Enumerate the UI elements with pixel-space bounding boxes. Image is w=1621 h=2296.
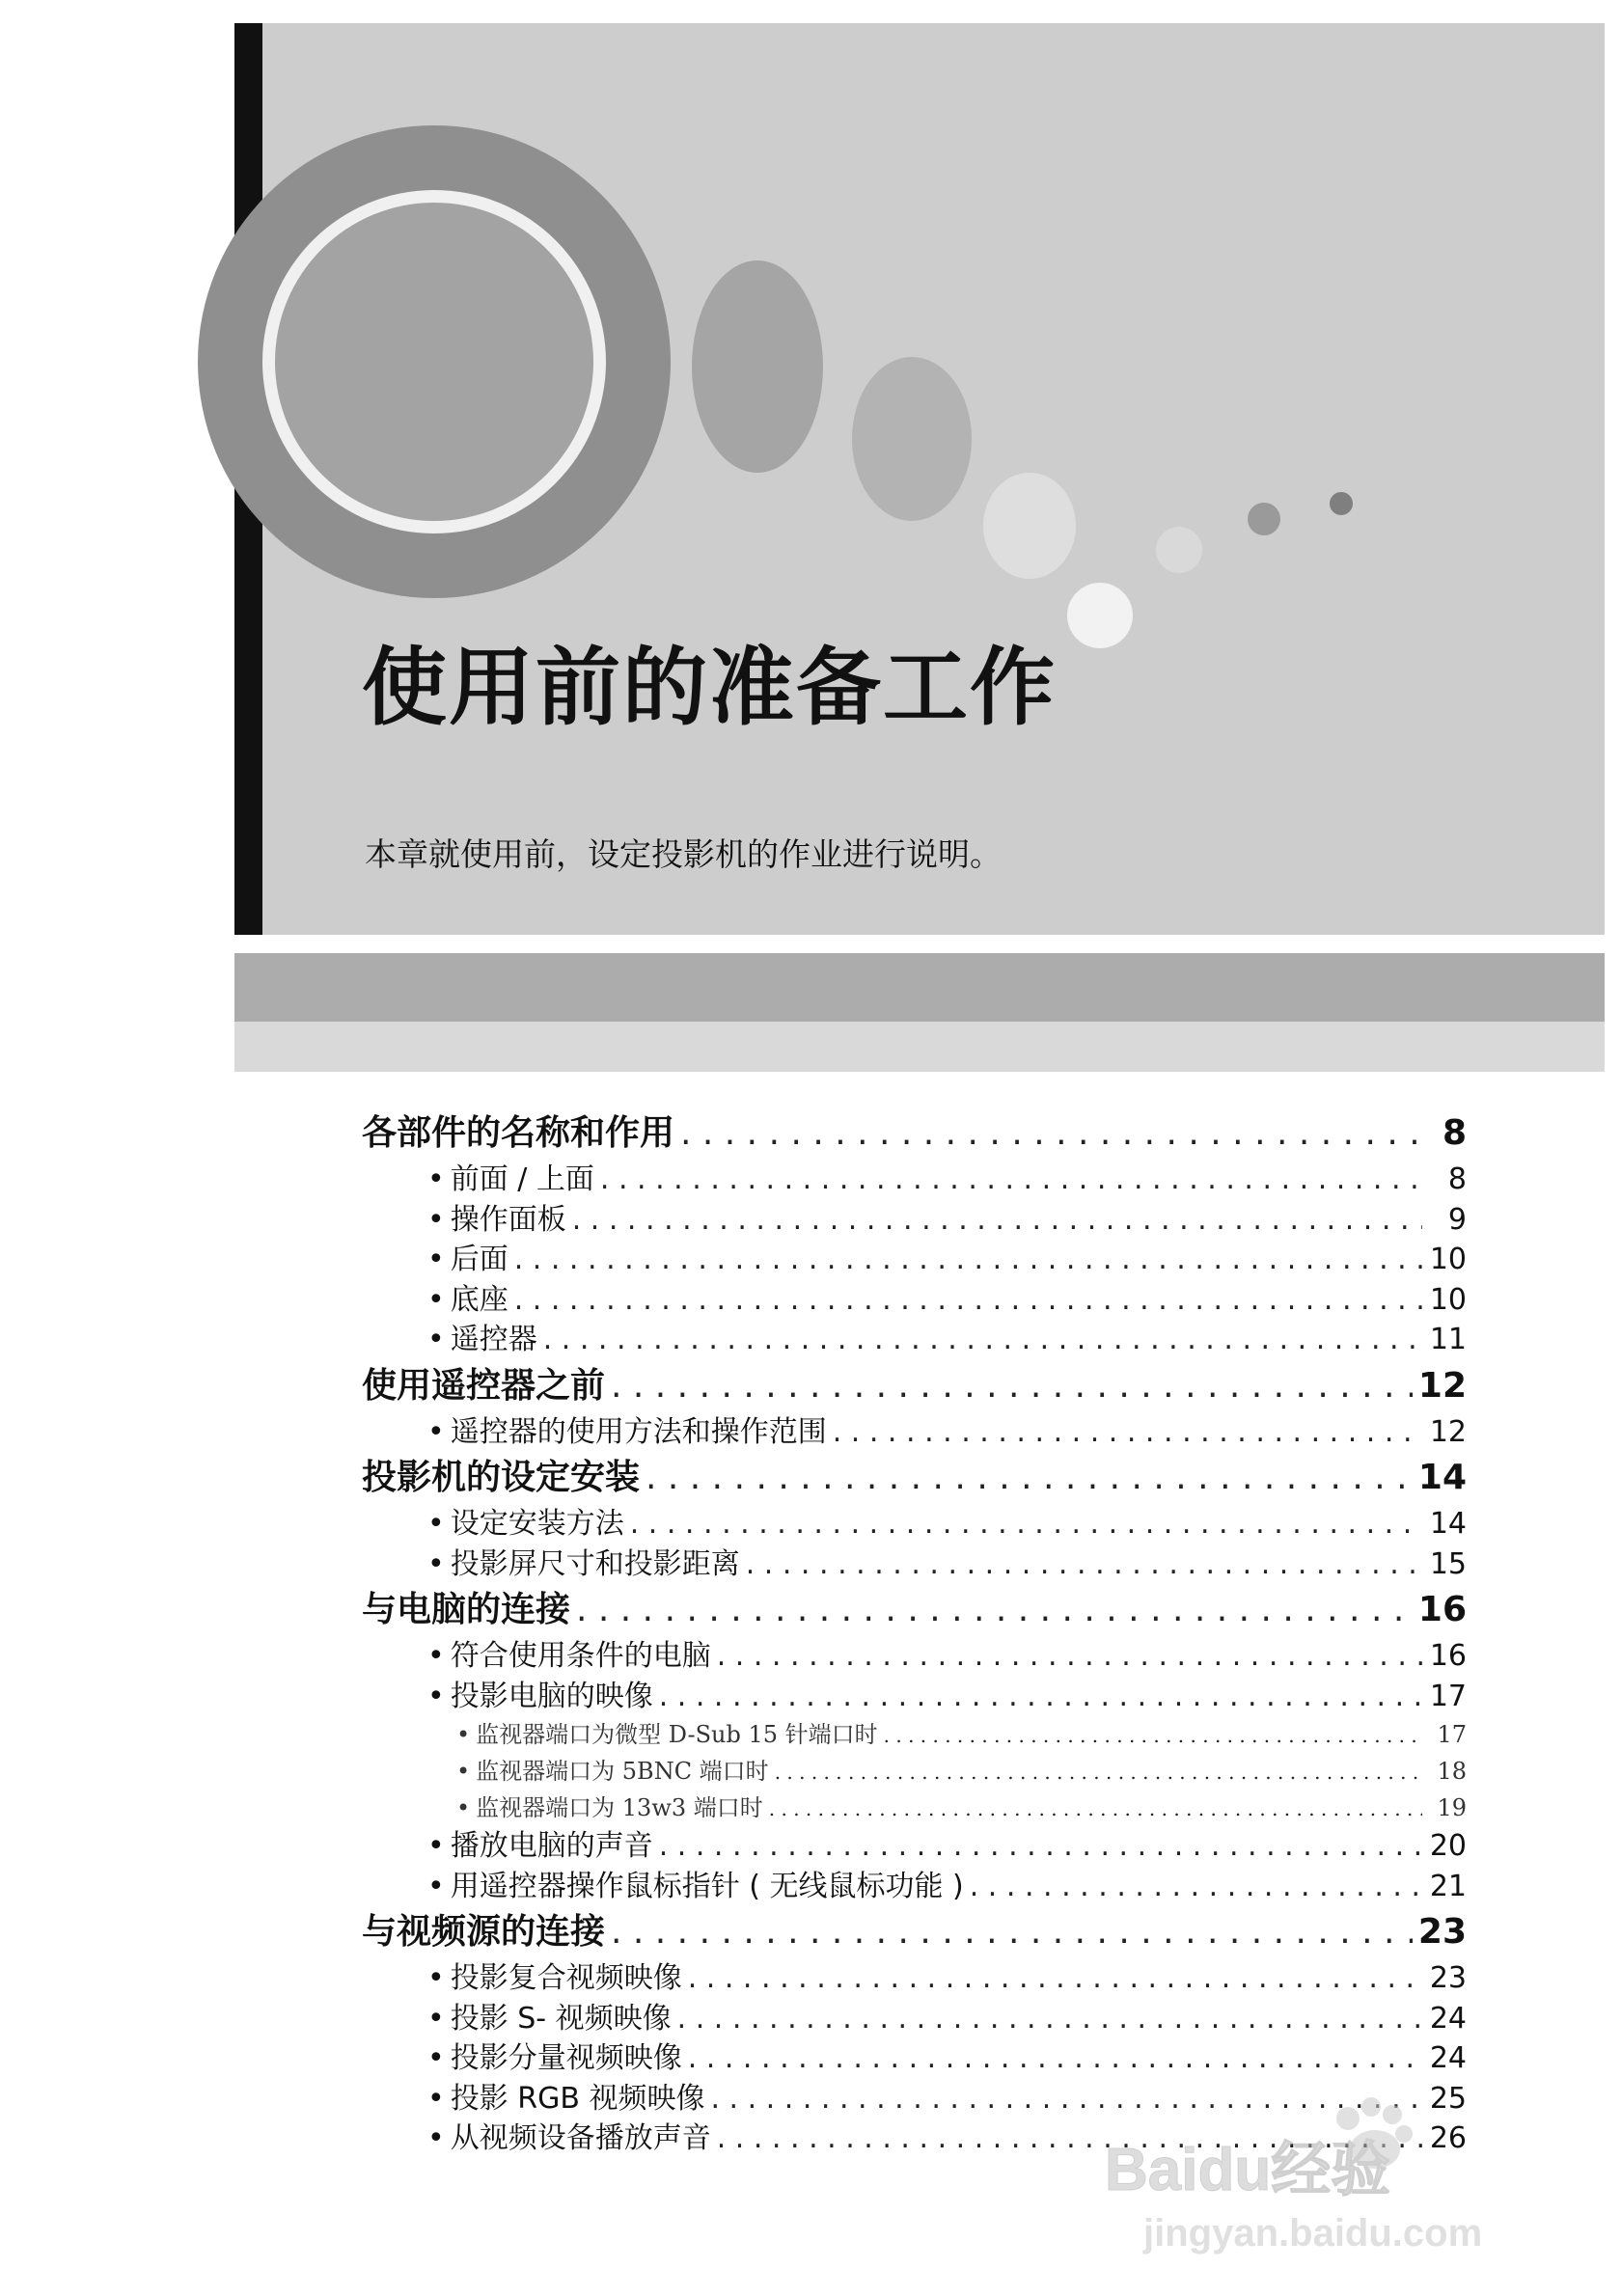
bullet-marker: •: [427, 1243, 445, 1276]
dot-leader: [775, 1754, 1422, 1790]
toc-entry[interactable]: [362, 1412, 1467, 1453]
toc-entry-label: 使用遥控器之前: [362, 1365, 606, 1406]
dot-leader: [514, 1280, 1422, 1321]
bubble-5: [1156, 527, 1202, 573]
toc-page-number: 10: [1429, 1282, 1467, 1317]
toc-page-number: 12: [1417, 1365, 1467, 1406]
dot-leader: [611, 1360, 1413, 1412]
bullet-marker: •: [427, 1162, 445, 1196]
dot-leader: [659, 1826, 1422, 1867]
inner-disc-circle: [275, 203, 593, 521]
toc-entry-label: 投影 RGB 视频映像: [450, 2081, 705, 2116]
toc-entry[interactable]: [362, 1636, 1467, 1677]
toc-page-number: 12: [1429, 1414, 1467, 1449]
bullet-marker: •: [456, 1794, 471, 1821]
toc-entry-label: 前面 / 上面: [450, 1162, 594, 1196]
dot-leader: [970, 1867, 1422, 1907]
toc-entry-label: 从视频设备播放声音: [450, 2121, 711, 2155]
toc-page-number: 23: [1417, 1912, 1467, 1952]
toc-page-number: 9: [1447, 1202, 1467, 1237]
chapter-subtitle: 本章就使用前，设定投影机的作业进行说明。: [365, 835, 1002, 873]
bullet-marker: •: [427, 2001, 445, 2036]
dot-leader: [677, 1999, 1422, 2039]
toc-entry-label: 与电脑的连接: [362, 1590, 571, 1629]
dot-leader: [543, 1320, 1422, 1360]
dot-leader: [600, 1160, 1422, 1200]
toc-page-number: 11: [1429, 1323, 1467, 1356]
dot-leader: [680, 1107, 1422, 1160]
section-banner-light: [234, 1022, 1605, 1072]
section-banner-dark: [234, 953, 1605, 1022]
toc-page-number: 21: [1429, 1869, 1467, 1903]
bullet-marker: •: [427, 1414, 445, 1449]
toc-entry[interactable]: [362, 2038, 1467, 2079]
toc-section-heading[interactable]: [362, 1360, 1467, 1412]
toc-entry[interactable]: [362, 1160, 1467, 1200]
bullet-marker: •: [427, 1679, 445, 1713]
toc-page-number: 8: [1442, 1113, 1467, 1153]
toc-entry[interactable]: [362, 1826, 1467, 1867]
toc-entry-label: 监视器端口为 5BNC 端口时: [476, 1758, 769, 1785]
toc-page-number: 17: [1437, 1721, 1467, 1748]
bullet-marker: •: [427, 1639, 445, 1673]
watermark-brand-text: Baidu经验: [1105, 2137, 1391, 2203]
bullet-marker: •: [427, 1202, 445, 1237]
toc-entry[interactable]: [362, 1240, 1467, 1280]
watermark-url-text: jingyan.baidu.com: [1143, 2212, 1483, 2255]
toc-entry-label: 投影电脑的映像: [450, 1679, 653, 1713]
toc-entry-label: 监视器端口为微型 D-Sub 15 针端口时: [476, 1721, 878, 1748]
toc-page-number: 19: [1437, 1794, 1467, 1821]
toc-page-number: 26: [1429, 2121, 1467, 2155]
toc-entry[interactable]: [362, 1999, 1467, 2039]
bullet-marker: •: [427, 1507, 445, 1541]
bullet-marker: •: [427, 1961, 445, 1995]
bullet-marker: •: [427, 1546, 445, 1581]
dot-leader: [833, 1412, 1422, 1453]
bullet-marker: •: [427, 1869, 445, 1903]
toc-entry-label: 遥控器: [450, 1323, 537, 1356]
toc-page-number: 24: [1429, 2001, 1467, 2036]
toc-entry[interactable]: [362, 1280, 1467, 1321]
toc-entry-label: 用遥控器操作鼠标指针 ( 无线鼠标功能 ): [450, 1869, 964, 1903]
dot-leader: [717, 1636, 1422, 1677]
bubble-7: [1330, 492, 1353, 515]
dot-leader: [576, 1584, 1413, 1636]
dot-leader: [646, 1452, 1413, 1504]
toc-entry-label: 监视器端口为 13w3 端口时: [476, 1794, 763, 1821]
toc-entry[interactable]: [362, 1867, 1467, 1907]
toc-section-heading[interactable]: [362, 1452, 1467, 1504]
table-of-contents: [362, 1107, 1467, 2159]
bullet-marker: •: [427, 1323, 445, 1356]
toc-entry[interactable]: [362, 1504, 1467, 1544]
toc-entry-label: 投影 S- 视频映像: [450, 2001, 672, 2036]
toc-entry-label: 投影屏尺寸和投影距离: [450, 1546, 740, 1581]
toc-entry-label: 播放电脑的声音: [450, 1829, 653, 1863]
toc-entry-label: 与视频源的连接: [362, 1912, 606, 1952]
baidu-jingyan-watermark: [1085, 2093, 1510, 2257]
toc-entry-label: 操作面板: [450, 1202, 566, 1237]
toc-entry-label: 设定安装方法: [450, 1507, 624, 1541]
toc-subentry[interactable]: [362, 1790, 1467, 1826]
dot-leader: [630, 1504, 1422, 1544]
dot-leader: [688, 1958, 1422, 1999]
toc-page-number: 20: [1429, 1829, 1467, 1863]
toc-section-heading[interactable]: [362, 1107, 1467, 1160]
bullet-marker: •: [427, 1829, 445, 1863]
toc-entry[interactable]: [362, 1958, 1467, 1999]
bullet-marker: •: [456, 1758, 471, 1785]
dot-leader: [514, 1240, 1422, 1280]
dot-leader: [769, 1790, 1422, 1827]
dot-leader: [746, 1544, 1422, 1585]
toc-entry-label: 底座: [450, 1282, 508, 1317]
toc-page-number: 25: [1429, 2081, 1467, 2116]
toc-section-heading[interactable]: [362, 1906, 1467, 1958]
decorative-circles-graphic: [0, 0, 1621, 965]
toc-page-number: 16: [1417, 1590, 1467, 1629]
toc-page-number: 14: [1417, 1458, 1467, 1497]
toc-entry[interactable]: [362, 1320, 1467, 1360]
toc-entry[interactable]: [362, 1544, 1467, 1585]
toc-page-number: 8: [1447, 1162, 1467, 1196]
bubble-1: [692, 260, 823, 473]
toc-page-number: 15: [1429, 1546, 1467, 1581]
toc-section-heading[interactable]: [362, 1584, 1467, 1636]
chapter-title: 使用前的准备工作: [362, 638, 1058, 737]
toc-entry-label: 符合使用条件的电脑: [450, 1639, 711, 1673]
toc-entry-label: 各部件的名称和作用: [362, 1113, 675, 1153]
dot-leader: [884, 1717, 1422, 1754]
toc-entry[interactable]: [362, 1200, 1467, 1241]
toc-page-number: 23: [1429, 1961, 1467, 1995]
toc-page-number: 14: [1429, 1507, 1467, 1541]
toc-entry-label: 遥控器的使用方法和操作范围: [450, 1414, 827, 1449]
bubble-6: [1248, 503, 1280, 535]
toc-entry-label: 投影分量视频映像: [450, 2041, 682, 2075]
dot-leader: [572, 1200, 1422, 1241]
toc-page-number: 17: [1429, 1679, 1467, 1713]
toc-page-number: 16: [1429, 1639, 1467, 1673]
bullet-marker: •: [427, 2041, 445, 2075]
bullet-marker: •: [456, 1721, 471, 1748]
dot-leader: [688, 2038, 1422, 2079]
bubble-2: [852, 357, 972, 521]
toc-subentry[interactable]: [362, 1716, 1467, 1753]
bubble-3: [983, 473, 1076, 579]
dot-leader: [611, 1906, 1413, 1958]
toc-entry-label: 投影复合视频映像: [450, 1961, 682, 1995]
bullet-marker: •: [427, 2121, 445, 2155]
dot-leader: [659, 1677, 1422, 1717]
toc-subentry[interactable]: [362, 1753, 1467, 1790]
toc-page-number: 10: [1429, 1243, 1467, 1276]
bullet-marker: •: [427, 2081, 445, 2116]
toc-entry[interactable]: [362, 1677, 1467, 1717]
bullet-marker: •: [427, 1282, 445, 1317]
toc-entry-label: 后面: [450, 1243, 508, 1276]
bubble-4: [1067, 583, 1133, 648]
toc-page-number: 24: [1429, 2041, 1467, 2075]
toc-entry-label: 投影机的设定安装: [362, 1458, 641, 1497]
toc-page-number: 18: [1437, 1758, 1467, 1785]
